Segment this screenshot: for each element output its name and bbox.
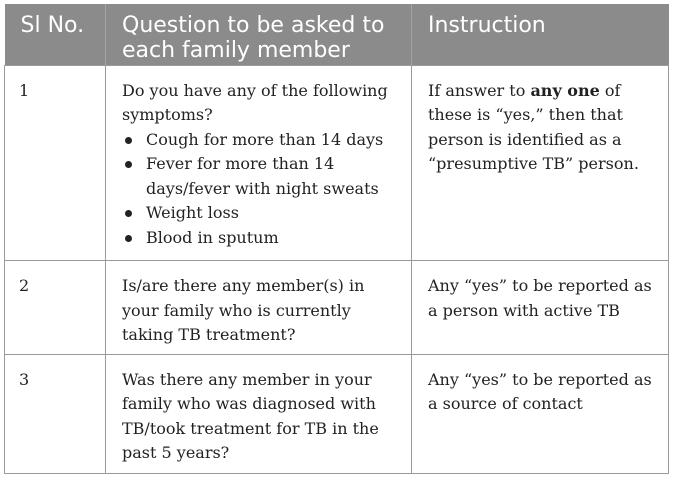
symptom-list — [122, 128, 403, 251]
bullet-icon — [125, 161, 132, 168]
sl-no-cell: 2 — [5, 261, 106, 355]
table-row — [5, 65, 669, 261]
tb-screening-table — [4, 4, 669, 474]
instruction-text-start: If answer to — [428, 80, 531, 100]
header-sl-no: Sl No. — [5, 4, 106, 65]
table-row — [5, 261, 669, 355]
question-text: Do you have any of the following symptoms? — [122, 80, 388, 124]
bullet-icon — [125, 235, 132, 242]
header-row — [5, 4, 669, 65]
question-cell — [106, 65, 412, 261]
symptom-text: Fever for more than 14 days/fever with night sweats — [146, 154, 379, 198]
symptom-text: Weight loss — [146, 203, 239, 222]
instruction-text-end: of these is “yes,” then that person is identified as a “presumptive TB” person. — [428, 80, 639, 173]
question-cell: Was there any member in your family who was diagnosed with TB/took treatment for TB in the past 5 years? — [106, 354, 412, 473]
header-instruction: Instruction — [412, 4, 669, 65]
symptom-text: Cough for more than 14 days — [146, 129, 384, 149]
header-question: Question to be asked to each family member — [106, 4, 412, 65]
table-row — [5, 354, 669, 473]
question-cell: Is/are there any member(s) in your family who is currently taking TB treatment? — [106, 261, 412, 355]
sl-no-cell: 3 — [5, 354, 106, 473]
symptom-text: Blood in sputum — [146, 227, 279, 247]
list-item — [122, 201, 403, 226]
list-item — [122, 128, 403, 153]
bullet-icon — [125, 137, 132, 144]
sl-no-cell: 1 — [5, 65, 106, 261]
list-item — [122, 226, 403, 251]
list-item — [122, 152, 403, 201]
instruction-cell: Any “yes” to be reported as a person with active TB — [412, 261, 669, 355]
instruction-cell — [412, 65, 669, 261]
bullet-icon — [125, 210, 132, 217]
instruction-emphasis: any one — [530, 80, 600, 100]
instruction-cell: Any “yes” to be reported as a source of contact — [412, 354, 669, 473]
